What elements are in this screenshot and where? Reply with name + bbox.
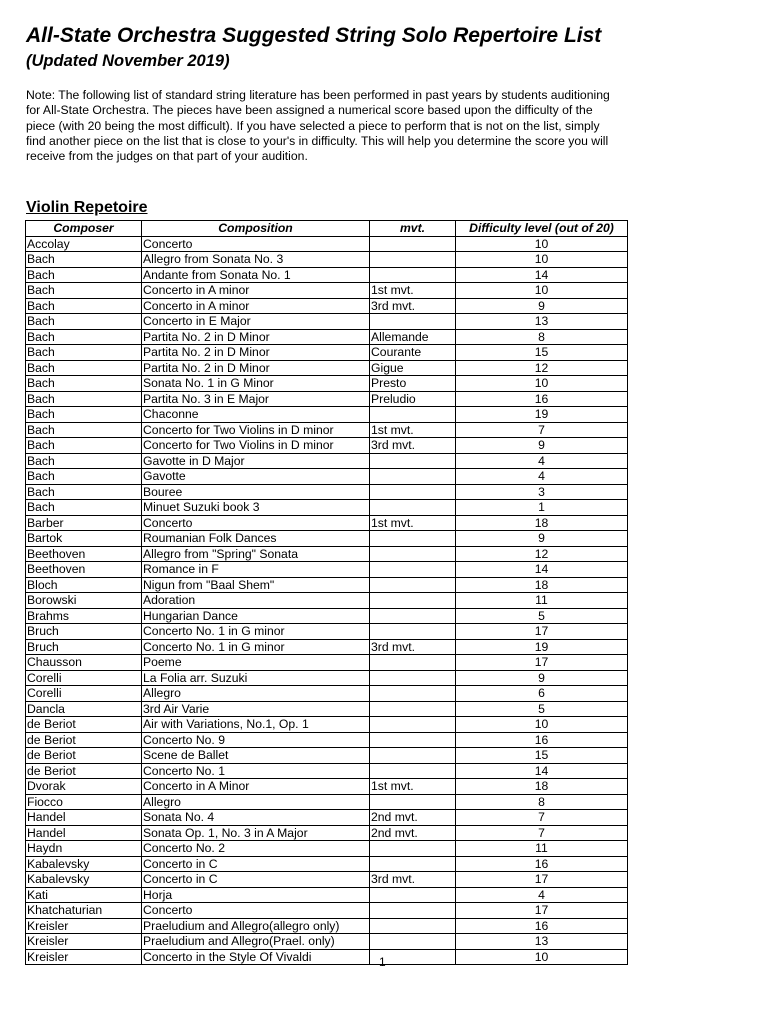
table-row — [26, 934, 628, 950]
movement-cell — [370, 593, 456, 609]
composer-cell: Bach — [26, 500, 142, 516]
table-row — [26, 887, 628, 903]
table-row — [26, 655, 628, 671]
composition-cell: Roumanian Folk Dances — [142, 531, 370, 547]
difficulty-cell: 4 — [456, 887, 628, 903]
difficulty-cell: 10 — [456, 376, 628, 392]
movement-cell — [370, 407, 456, 423]
table-row — [26, 872, 628, 888]
note-paragraph: Note: The following list of standard string literature has been performed in past years by students auditioning for All-State Orchestra. The pieces have been assigned a numerical score based upon the difficulty of the piece (with 20 being the most difficult). If you have selected a piece to perform that is not on the list, simply find another piece on the list that is close to your's in difficulty. This will help you determine the score you will receive from the judges on that part of your audition. — [26, 88, 610, 164]
difficulty-cell: 14 — [456, 562, 628, 578]
page-number: 1 — [379, 955, 386, 969]
difficulty-cell: 12 — [456, 546, 628, 562]
difficulty-cell: 7 — [456, 810, 628, 826]
composer-cell: Kreisler — [26, 934, 142, 950]
composer-cell: Bruch — [26, 624, 142, 640]
table-row — [26, 236, 628, 252]
composition-cell: Concerto for Two Violins in D minor — [142, 438, 370, 454]
composition-cell: Gavotte — [142, 469, 370, 485]
composition-cell: Praeludium and Allegro(Prael. only) — [142, 934, 370, 950]
repertoire-table — [25, 220, 628, 965]
table-row — [26, 918, 628, 934]
movement-cell: Presto — [370, 376, 456, 392]
movement-cell — [370, 934, 456, 950]
composition-cell: Allegro from "Spring" Sonata — [142, 546, 370, 562]
composer-cell: Barber — [26, 515, 142, 531]
composer-cell: Bach — [26, 314, 142, 330]
composer-cell: Khatchaturian — [26, 903, 142, 919]
difficulty-cell: 18 — [456, 577, 628, 593]
difficulty-cell: 17 — [456, 872, 628, 888]
movement-cell — [370, 252, 456, 268]
difficulty-cell: 18 — [456, 515, 628, 531]
composer-cell: Bartok — [26, 531, 142, 547]
movement-cell — [370, 469, 456, 485]
movement-cell — [370, 717, 456, 733]
difficulty-cell: 4 — [456, 453, 628, 469]
table-row — [26, 422, 628, 438]
composition-cell: Concerto No. 1 — [142, 763, 370, 779]
column-header-movement: mvt. — [370, 221, 456, 237]
movement-cell — [370, 887, 456, 903]
difficulty-cell: 10 — [456, 717, 628, 733]
table-row — [26, 329, 628, 345]
composer-cell: Bach — [26, 469, 142, 485]
composition-cell: Sonata No. 4 — [142, 810, 370, 826]
composer-cell: Chausson — [26, 655, 142, 671]
composition-cell: Concerto No. 1 in G minor — [142, 639, 370, 655]
composition-cell: Partita No. 3 in E Major — [142, 391, 370, 407]
movement-cell: 2nd mvt. — [370, 810, 456, 826]
movement-cell: 3rd mvt. — [370, 298, 456, 314]
table-row — [26, 841, 628, 857]
difficulty-cell: 4 — [456, 469, 628, 485]
composer-cell: Bach — [26, 252, 142, 268]
movement-cell — [370, 546, 456, 562]
difficulty-cell: 8 — [456, 329, 628, 345]
table-row — [26, 484, 628, 500]
table-row — [26, 391, 628, 407]
table-row — [26, 686, 628, 702]
table-row — [26, 608, 628, 624]
composition-cell: Chaconne — [142, 407, 370, 423]
column-header-difficulty: Difficulty level (out of 20) — [456, 221, 628, 237]
composer-cell: Corelli — [26, 686, 142, 702]
composition-cell: Concerto — [142, 515, 370, 531]
movement-cell: 1st mvt. — [370, 422, 456, 438]
table-row — [26, 314, 628, 330]
movement-cell: 3rd mvt. — [370, 872, 456, 888]
table-row — [26, 593, 628, 609]
movement-cell — [370, 267, 456, 283]
movement-cell — [370, 686, 456, 702]
difficulty-cell: 15 — [456, 748, 628, 764]
difficulty-cell: 11 — [456, 841, 628, 857]
composition-cell: Allegro — [142, 686, 370, 702]
difficulty-cell: 16 — [456, 918, 628, 934]
composer-cell: de Beriot — [26, 763, 142, 779]
movement-cell: 2nd mvt. — [370, 825, 456, 841]
difficulty-cell: 17 — [456, 903, 628, 919]
table-row — [26, 562, 628, 578]
table-row — [26, 438, 628, 454]
movement-cell: 3rd mvt. — [370, 639, 456, 655]
composer-cell: Handel — [26, 825, 142, 841]
table-row — [26, 577, 628, 593]
composition-cell: Concerto for Two Violins in D minor — [142, 422, 370, 438]
movement-cell — [370, 918, 456, 934]
difficulty-cell: 17 — [456, 655, 628, 671]
table-row — [26, 469, 628, 485]
composition-cell: Concerto No. 9 — [142, 732, 370, 748]
composition-cell: Concerto — [142, 903, 370, 919]
composer-cell: Haydn — [26, 841, 142, 857]
composition-cell: Partita No. 2 in D Minor — [142, 345, 370, 361]
difficulty-cell: 9 — [456, 298, 628, 314]
column-header-composition: Composition — [142, 221, 370, 237]
difficulty-cell: 12 — [456, 360, 628, 376]
composition-cell: Nigun from "Baal Shem" — [142, 577, 370, 593]
movement-cell: Courante — [370, 345, 456, 361]
composition-cell: Praeludium and Allegro(allegro only) — [142, 918, 370, 934]
movement-cell: 3rd mvt. — [370, 438, 456, 454]
table-row — [26, 732, 628, 748]
composition-cell: Concerto in E Major — [142, 314, 370, 330]
movement-cell — [370, 314, 456, 330]
composition-cell: Andante from Sonata No. 1 — [142, 267, 370, 283]
composer-cell: Borowski — [26, 593, 142, 609]
composer-cell: Bach — [26, 360, 142, 376]
movement-cell — [370, 841, 456, 857]
movement-cell — [370, 608, 456, 624]
movement-cell: 1st mvt. — [370, 515, 456, 531]
difficulty-cell: 17 — [456, 624, 628, 640]
composer-cell: de Beriot — [26, 748, 142, 764]
table-header-row — [26, 221, 628, 237]
composer-cell: Beethoven — [26, 562, 142, 578]
difficulty-cell: 10 — [456, 283, 628, 299]
composer-cell: Kreisler — [26, 949, 142, 965]
difficulty-cell: 16 — [456, 732, 628, 748]
composer-cell: Bach — [26, 438, 142, 454]
table-row — [26, 360, 628, 376]
composer-cell: de Beriot — [26, 732, 142, 748]
composer-cell: de Beriot — [26, 717, 142, 733]
table-row — [26, 856, 628, 872]
movement-cell — [370, 562, 456, 578]
composer-cell: Bach — [26, 376, 142, 392]
movement-cell — [370, 701, 456, 717]
composer-cell: Bruch — [26, 639, 142, 655]
composition-cell: Sonata No. 1 in G Minor — [142, 376, 370, 392]
movement-cell — [370, 732, 456, 748]
composer-cell: Bach — [26, 283, 142, 299]
composition-cell: Allegro from Sonata No. 3 — [142, 252, 370, 268]
composition-cell: Gavotte in D Major — [142, 453, 370, 469]
difficulty-cell: 16 — [456, 856, 628, 872]
composition-cell: Concerto in C — [142, 856, 370, 872]
difficulty-cell: 9 — [456, 670, 628, 686]
difficulty-cell: 15 — [456, 345, 628, 361]
difficulty-cell: 9 — [456, 438, 628, 454]
difficulty-cell: 13 — [456, 934, 628, 950]
table-row — [26, 500, 628, 516]
composer-cell: Dancla — [26, 701, 142, 717]
composition-cell: Scene de Ballet — [142, 748, 370, 764]
difficulty-cell: 1 — [456, 500, 628, 516]
section-heading-violin: Violin Repetoire — [26, 199, 148, 216]
composer-cell: Corelli — [26, 670, 142, 686]
composer-cell: Bach — [26, 329, 142, 345]
movement-cell: 1st mvt. — [370, 283, 456, 299]
table-row — [26, 283, 628, 299]
table-row — [26, 546, 628, 562]
table-body — [26, 236, 628, 965]
table-row — [26, 252, 628, 268]
difficulty-cell: 7 — [456, 825, 628, 841]
composer-cell: Beethoven — [26, 546, 142, 562]
table-row — [26, 903, 628, 919]
difficulty-cell: 14 — [456, 763, 628, 779]
movement-cell: Allemande — [370, 329, 456, 345]
movement-cell — [370, 903, 456, 919]
movement-cell: Preludio — [370, 391, 456, 407]
difficulty-cell: 10 — [456, 236, 628, 252]
composer-cell: Fiocco — [26, 794, 142, 810]
movement-cell: Gigue — [370, 360, 456, 376]
composition-cell: Partita No. 2 in D Minor — [142, 329, 370, 345]
movement-cell — [370, 484, 456, 500]
composition-cell: Concerto in A minor — [142, 283, 370, 299]
composer-cell: Bach — [26, 407, 142, 423]
composer-cell: Bach — [26, 298, 142, 314]
movement-cell — [370, 856, 456, 872]
composer-cell: Brahms — [26, 608, 142, 624]
difficulty-cell: 10 — [456, 949, 628, 965]
table-row — [26, 515, 628, 531]
movement-cell — [370, 748, 456, 764]
composition-cell: Adoration — [142, 593, 370, 609]
composer-cell: Bach — [26, 345, 142, 361]
composition-cell: Hungarian Dance — [142, 608, 370, 624]
composer-cell: Dvorak — [26, 779, 142, 795]
composition-cell: Bouree — [142, 484, 370, 500]
composer-cell: Accolay — [26, 236, 142, 252]
composition-cell: Concerto in the Style Of Vivaldi — [142, 949, 370, 965]
table-row — [26, 639, 628, 655]
table-row — [26, 701, 628, 717]
movement-cell — [370, 624, 456, 640]
movement-cell — [370, 577, 456, 593]
table-row — [26, 624, 628, 640]
composer-cell: Bach — [26, 484, 142, 500]
table-row — [26, 717, 628, 733]
composition-cell: Allegro — [142, 794, 370, 810]
table-row — [26, 298, 628, 314]
composition-cell: Partita No. 2 in D Minor — [142, 360, 370, 376]
composer-cell: Kati — [26, 887, 142, 903]
movement-cell — [370, 531, 456, 547]
movement-cell — [370, 500, 456, 516]
table-row — [26, 810, 628, 826]
composition-cell: Concerto in A minor — [142, 298, 370, 314]
difficulty-cell: 7 — [456, 422, 628, 438]
difficulty-cell: 8 — [456, 794, 628, 810]
table-row — [26, 670, 628, 686]
composition-cell: Concerto in C — [142, 872, 370, 888]
movement-cell — [370, 453, 456, 469]
composition-cell: Minuet Suzuki book 3 — [142, 500, 370, 516]
column-header-composer: Composer — [26, 221, 142, 237]
table-row — [26, 453, 628, 469]
composer-cell: Bloch — [26, 577, 142, 593]
difficulty-cell: 5 — [456, 701, 628, 717]
difficulty-cell: 10 — [456, 252, 628, 268]
difficulty-cell: 19 — [456, 639, 628, 655]
difficulty-cell: 16 — [456, 391, 628, 407]
composition-cell: Air with Variations, No.1, Op. 1 — [142, 717, 370, 733]
movement-cell — [370, 763, 456, 779]
difficulty-cell: 14 — [456, 267, 628, 283]
composer-cell: Kabalevsky — [26, 856, 142, 872]
composition-cell: Sonata Op. 1, No. 3 in A Major — [142, 825, 370, 841]
composer-cell: Kreisler — [26, 918, 142, 934]
page-subtitle: (Updated November 2019) — [26, 52, 230, 70]
movement-cell — [370, 655, 456, 671]
difficulty-cell: 11 — [456, 593, 628, 609]
difficulty-cell: 13 — [456, 314, 628, 330]
table-row — [26, 825, 628, 841]
table-row — [26, 531, 628, 547]
table-row — [26, 345, 628, 361]
composition-cell: Concerto No. 1 in G minor — [142, 624, 370, 640]
table-row — [26, 949, 628, 965]
composition-cell: Concerto in A Minor — [142, 779, 370, 795]
movement-cell: 1st mvt. — [370, 779, 456, 795]
composer-cell: Bach — [26, 453, 142, 469]
composition-cell: 3rd Air Varie — [142, 701, 370, 717]
movement-cell — [370, 670, 456, 686]
table-row — [26, 748, 628, 764]
difficulty-cell: 3 — [456, 484, 628, 500]
difficulty-cell: 6 — [456, 686, 628, 702]
composer-cell: Handel — [26, 810, 142, 826]
difficulty-cell: 9 — [456, 531, 628, 547]
composition-cell: Concerto — [142, 236, 370, 252]
movement-cell — [370, 794, 456, 810]
table-row — [26, 763, 628, 779]
composition-cell: La Folia arr. Suzuki — [142, 670, 370, 686]
composition-cell: Poeme — [142, 655, 370, 671]
movement-cell — [370, 236, 456, 252]
table-row — [26, 794, 628, 810]
composer-cell: Bach — [26, 422, 142, 438]
composer-cell: Bach — [26, 391, 142, 407]
composition-cell: Horja — [142, 887, 370, 903]
composer-cell: Kabalevsky — [26, 872, 142, 888]
composition-cell: Romance in F — [142, 562, 370, 578]
table-row — [26, 267, 628, 283]
composition-cell: Concerto No. 2 — [142, 841, 370, 857]
table-row — [26, 779, 628, 795]
composer-cell: Bach — [26, 267, 142, 283]
difficulty-cell: 19 — [456, 407, 628, 423]
difficulty-cell: 18 — [456, 779, 628, 795]
difficulty-cell: 5 — [456, 608, 628, 624]
table-row — [26, 407, 628, 423]
page-title: All-State Orchestra Suggested String Solo Repertoire List — [26, 24, 602, 47]
table-row — [26, 376, 628, 392]
